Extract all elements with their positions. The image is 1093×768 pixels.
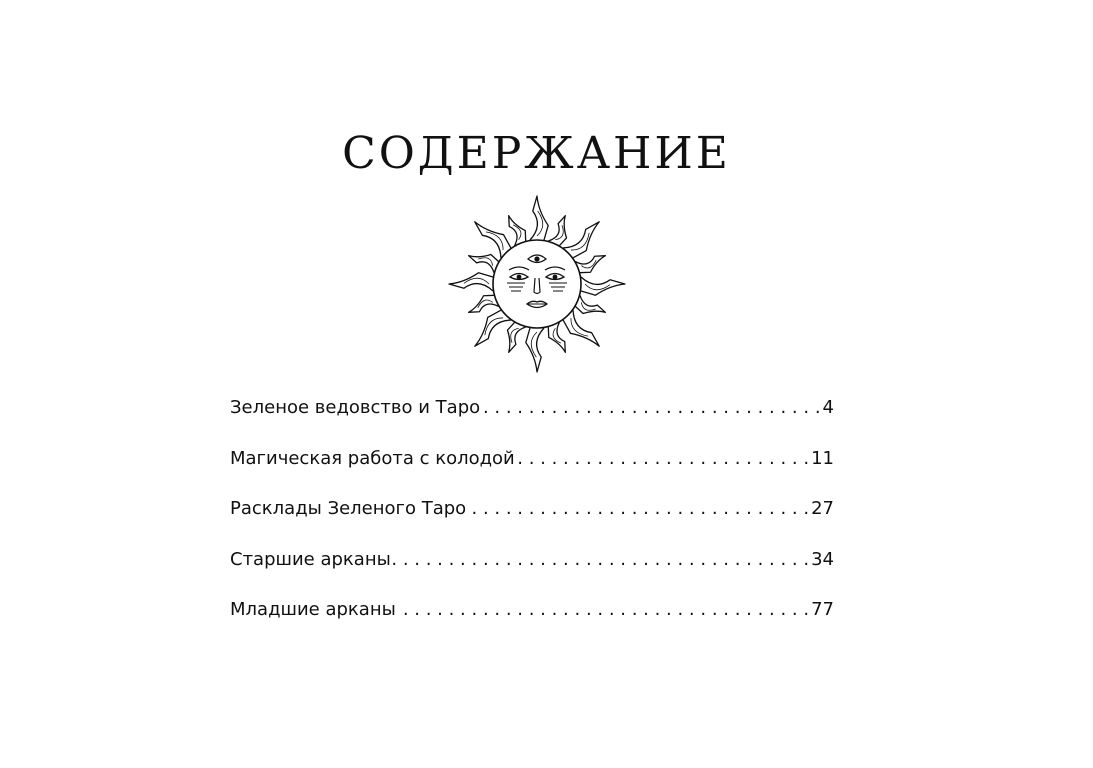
toc-entry[interactable]: [230, 598, 834, 649]
sun-ray: [575, 295, 605, 313]
sun-ray: [548, 322, 565, 352]
sun-ray: [508, 322, 526, 352]
toc-entry-title: Зеленое ведовство и Таро: [230, 397, 481, 418]
toc-entry-page: 11: [811, 447, 834, 469]
toc-entry-page: 27: [811, 498, 834, 519]
toc-entry-title: Старшие арканы: [230, 548, 391, 570]
toc-entry-title: Расклады Зеленого Таро: [230, 498, 467, 519]
toc-entry[interactable]: [230, 548, 834, 599]
toc-entry-page: 34: [811, 548, 834, 570]
toc-entry-title: Магическая работа с колодой: [230, 447, 515, 469]
toc-leader-dots: [393, 548, 809, 572]
toc-entry-title: Младшие арканы: [230, 599, 396, 620]
sun-ray: [509, 216, 526, 246]
toc-entry[interactable]: [230, 447, 834, 498]
toc-leader-dots: [517, 447, 809, 471]
toc-leader-dots: [398, 598, 809, 622]
toc-leader-dots: [468, 497, 809, 521]
toc-entry-page: 77: [811, 599, 834, 620]
sun-ray: [469, 255, 499, 273]
table-of-contents: [230, 396, 834, 649]
toc-entry-page: 4: [822, 397, 834, 418]
sun-face-icon: [447, 194, 627, 374]
sun-ray: [469, 295, 499, 312]
sun-ray: [548, 216, 566, 246]
toc-entry[interactable]: [230, 396, 834, 447]
toc-leader-dots: [482, 396, 820, 420]
sun-ray: [575, 256, 605, 273]
toc-entry[interactable]: [230, 497, 834, 548]
page-title: СОДЕРЖАНИЕ: [342, 128, 731, 179]
